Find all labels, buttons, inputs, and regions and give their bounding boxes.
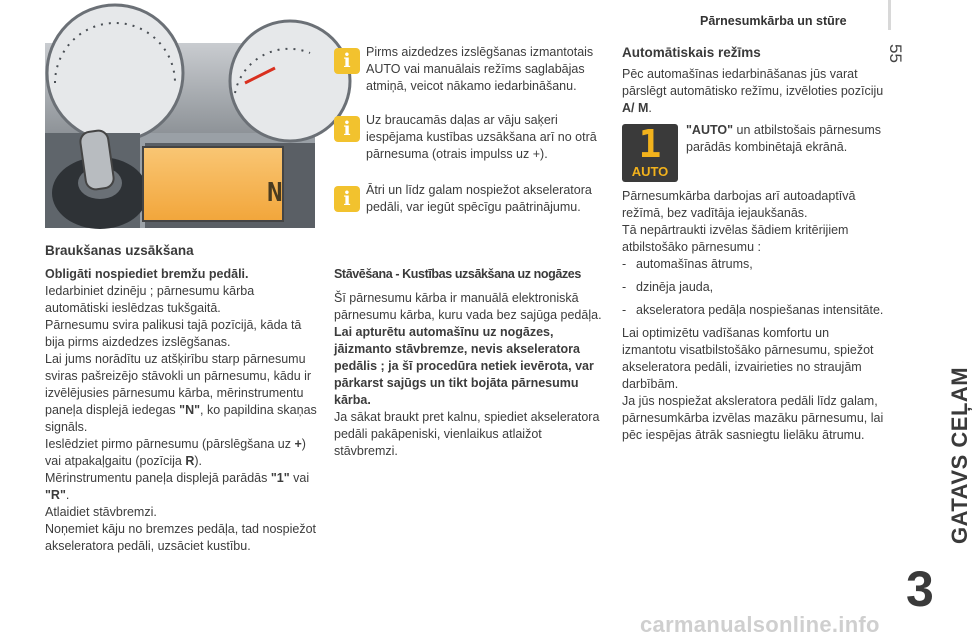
auto-badge-icon [622,124,678,182]
info-note-text: Uz braucamās daļas ar vāju saķeri iespējama kustības uzsākšana arī no otrā pārnesuma (otrais impulss uz +). [366,113,597,161]
auto-badge-digit: 1 [638,122,662,166]
n-suffix: , ko papildina skaņas signāls. [45,403,317,434]
auto-badge-text: AUTO [631,164,669,179]
auto-mode-heading: Automātiskais režīms [622,45,761,60]
criteria-item: - dzinēja jauda, [622,280,714,294]
info-note-text: Pirms aizdedzes izslēgšanas izmantotais AUTO vai manuālais režīms saglabājas atmiņā, veicot nākamo iedarbināšanu. [366,45,594,93]
auto-intro [622,66,884,117]
auto-intro-dot: . [648,101,652,115]
display-gear-indicator: N [267,178,283,208]
header-divider [888,0,891,30]
auto-description [686,122,886,156]
info-icon: i [334,186,360,212]
n-label: "N" [179,403,201,417]
r-label: "R" [45,488,66,502]
watermark: carmanualsonline.info [640,612,880,637]
para-dot: . [65,488,70,502]
gear-lever-dashboard-photo [45,43,315,228]
auto-para-3: Tā nepārtraukti izvēlas šādiem kritērijiem atbilstošāko pārnesumu : [622,223,849,254]
auto-para-2: Pārnesumkārba darbojas arī autoadaptīvā režīmā, bez vadītāja iejaukšanās. [622,189,856,220]
left-para-2: Pārnesumu svira palikusi tajā pozīcijā, kāda tā bija pirms aizdedzes izslēgšanas. [45,318,302,349]
left-para-1: Iedarbiniet dzinēju ; pārnesumu kārba automātiski ieslēdzas tukšgaitā. [45,284,255,315]
info-note-text: Ātri un līdz galam nospiežot akseleratora pedāli, var iegūt spēcīgu paātrinājumu. [366,183,592,214]
left-para-4: Ieslēdziet pirmo pārnesumu (pārslēgšana uz [45,437,295,451]
auto-para-5: Ja jūs nospiežat aksleratora pedāli līdz galam, pārnesumkārba izvēlas mazāku pārnesumu, lai pēc iespējas ātrāk sasniegtu lielāku ātrumu. [622,394,884,442]
criteria-text: automašīnas ātrums, [636,257,753,271]
left-para-7: Noņemiet kāju no bremzes pedāļa, tad nospiežot akseleratora pedāli, uzsāciet kustību. [45,522,316,553]
left-text [45,266,317,555]
plus-symbol: + [294,437,302,451]
auto-para-4: Lai optimizētu vadīšanas komfortu un izmantotu visatbilstošāko pārnesumu, spiežot akseleratora pedāli, izvairieties no straujām darbībām. [622,326,874,391]
auto-desc: un atbilstošais pārnesums parādās kombinētajā ekrānā. [686,123,882,154]
page-number: 55 [886,44,905,63]
auto-label: "AUTO" [686,123,734,137]
hill-warning: Lai apturētu automašīnu uz nogāzes, jāizmanto stāvbremze, nevis akseleratora pedālis ; ja šī procedūra netiek ievērota, var pārkarst sajūgs un tikt bojāta pārnesumu kārba. [334,325,594,407]
criteria-item: - automašīnas ātrums, [622,257,753,271]
brake-instruction: Obligāti nospiediet bremžu pedāli. [45,267,249,281]
vai-text: vai [289,471,310,485]
chapter-label: GATAVS CEĻAM [947,366,972,544]
hill-end: Ja sākat braukt pret kalnu, spiediet akseleratora pedāli pakāpeniski, vienlaikus atlaižot stāvbremzi. [334,410,600,458]
chapter-number: 3 [906,561,934,617]
page-header-title: Pārnesumkārba un stūre [700,14,847,28]
info-icon: i [334,48,360,74]
criteria-text: akseleratora pedāļa nospiešanas intensitāte. [636,303,884,317]
info-icon: i [334,116,360,142]
auto-details [622,188,884,444]
auto-intro-text: Pēc automašīnas iedarbināšanas jūs varat pārslēgt automātisko režīmu, izvēloties pozīciju [622,67,884,98]
gear-mid: ) vai atpakaļgaitu (pozīcija [45,437,306,468]
hill-start-heading: Stāvēšana - Kustības uzsākšana uz nogāzes [334,267,581,281]
left-para-5: Mērinstrumentu paneļa displejā parādās [45,471,271,485]
gear-end: ). [194,454,203,468]
left-para-3: Lai jums norādītu uz atšķirību starp pārnesumu sviras pašreizējo stāvokli un pārnesumu, kādu ir izvēlējusies pārnesumu kārba, mērinstrumentu paneļa displejā iedegas [45,352,312,417]
am-label: A/ M [622,101,649,115]
r-symbol: R [185,454,195,468]
left-para-6: Atlaidiet stāvbremzi. [45,505,157,519]
hill-start-text [334,290,606,460]
hill-intro: Šī pārnesumu kārba ir manuālā elektroniskā pārnesumu kārba, kuru vada bez sajūga pedāļa. [334,291,602,322]
left-heading: Braukšanas uzsākšana [45,243,194,258]
criteria-item: - akseleratora pedāļa nospiešanas intensitāte. [622,303,884,317]
criteria-text: dzinēja jauda, [636,280,714,294]
one-label: "1" [270,471,290,485]
